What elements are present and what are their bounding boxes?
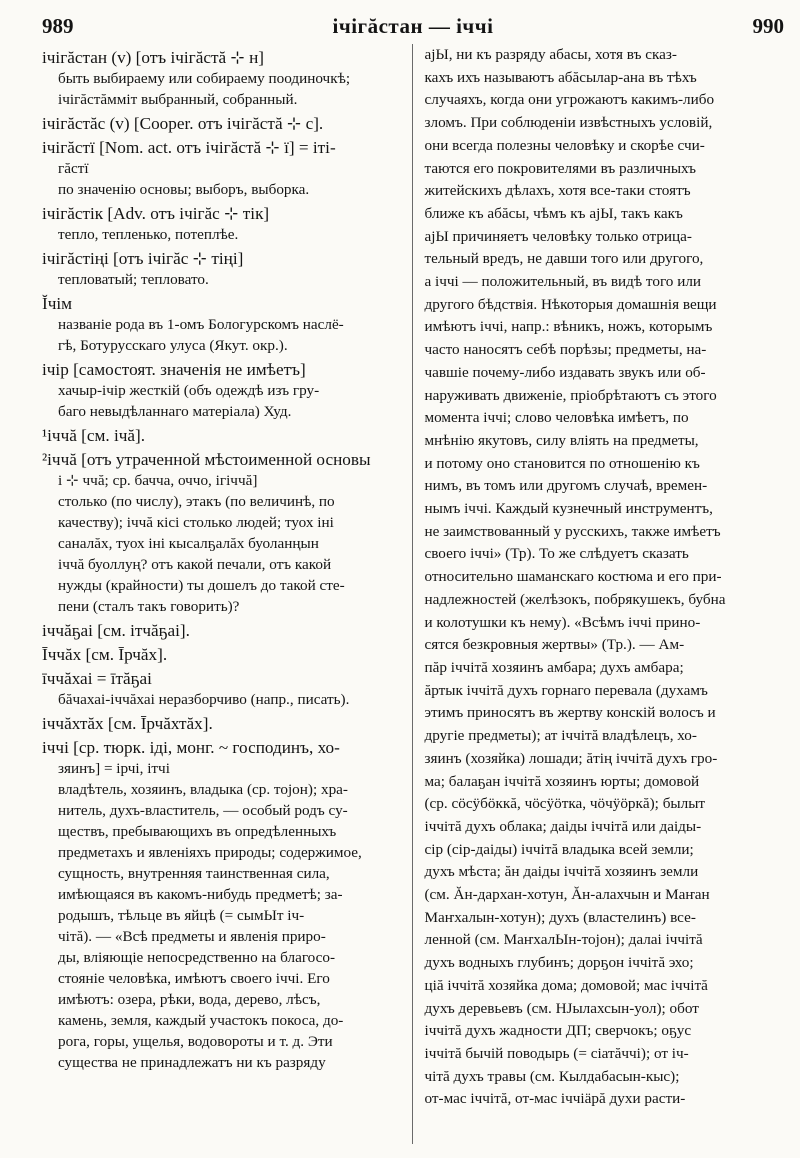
definition-line: имѣютъ: озера, рѣки, вода, дерево, лѣсъ, <box>58 991 321 1008</box>
definition-line: нитель, духъ-властитель, — особый родъ су- <box>58 802 348 819</box>
headword-line: ічігăстăс (v) [Cooper. отъ ічігăстă ⊹ с]. <box>42 114 324 133</box>
definition-line: ществъ, пребывающихъ въ опредѣленныхъ <box>58 823 337 840</box>
text-line: іччітă духъ облака; даіды іччітă или даіды- <box>424 817 702 835</box>
dictionary-entry <box>42 203 402 245</box>
definition-line: камень, земля, каждый участокъ покоса, до- <box>58 1012 344 1029</box>
definition-line: имѣющаяся въ какомъ-нибудь предметѣ; за- <box>58 886 343 903</box>
text-line: от-мас іччітă, от-мас іччіӓрă духи расти- <box>424 1090 686 1108</box>
definition-line: существа не принадлежатъ ни къ разряду <box>58 1054 326 1071</box>
headword-line: іччăхтăх [см. Īрчăхтăх]. <box>42 714 213 733</box>
headword-line: іччі [ср. тюрк. іді, монг. ~ господинъ, хо- <box>42 738 340 757</box>
headword-line: Ĭчім <box>42 294 73 313</box>
dictionary-entry <box>42 737 402 1073</box>
definition-line: чітă). — «Всѣ предметы и явленія приро- <box>58 928 326 945</box>
headword-line: ²іччă [отъ утраченной мѣстоименной основы <box>42 450 371 469</box>
definition-line: тепло, тепленько, потеплѣе. <box>58 226 239 243</box>
two-column-body <box>42 44 784 1144</box>
text-line: ăртык іччітă духъ горнаго перевала (духамъ <box>424 681 708 699</box>
text-line: ма; балаҕан іччітă хозяинъ юрты; домовой <box>424 772 700 790</box>
text-line: случаяхъ, когда они угрожаютъ какимъ-либо <box>424 91 715 109</box>
definition-line: ічігăстăммiт выбранный, собранный. <box>58 91 298 108</box>
definition-line: і ⊹ ччă; ср. бачча, оччо, ігіччă] <box>58 472 258 489</box>
text-line: іччітă бычій поводырь (= сіатăччі); от іч- <box>424 1044 689 1062</box>
text-line: момента іччі; слово человѣка имѣетъ, по <box>424 409 689 427</box>
text-line: ајЫ, ни къ разряду абасы, хотя въ сказ- <box>424 46 677 63</box>
text-line: (см. Ăн-дархан-хотун, Ăн-алахчын и Маҥан <box>424 886 710 904</box>
headword-line: ¹іччă [см. ічă]. <box>42 426 146 445</box>
headword-line: ічігăстан (v) [отъ ічігăстă ⊹ н] <box>42 48 265 67</box>
dictionary-entry <box>42 359 402 422</box>
definition-line: качеству); іччă кісі столько людей; туох іні <box>58 514 334 531</box>
definition-line: зяинъ] = ірчі, ітчі <box>58 760 170 777</box>
definition-line: столько (по числу), этакъ (по величинѣ, по <box>58 493 335 510</box>
text-line: другого бѣдствія. Нѣкоторыя домашнія вещи <box>424 295 717 313</box>
definition-line: родышъ, тѣльце въ яйцѣ (= сымЫт іч- <box>58 907 305 924</box>
text-line: и колотушки къ нему). «Всѣмъ іччі прино- <box>424 613 701 631</box>
definition-line: нужды (крайности) ты дошелъ до такой сте- <box>58 577 345 594</box>
definition-line: стояніе человѣка, имѣютъ своего іччі. Его <box>58 970 330 987</box>
text-line: зломъ. При соблюденіи извѣстныхъ условій, <box>424 114 713 132</box>
text-line: они всегда полезны человѣку и скорѣе счи- <box>424 136 705 154</box>
dictionary-entry <box>42 644 402 665</box>
text-line: нымъ іччі. Каждый кузнечный инструментъ, <box>424 500 713 518</box>
headword-line: ічір [самостоят. значенія не имѣетъ] <box>42 360 306 379</box>
text-line: духъ мѣста; ăн даіды іччітă хозяинъ земли <box>424 863 699 881</box>
text-line: Маҥхалын-хотун); духъ (властелинъ) все- <box>424 908 696 926</box>
text-line: чітă духъ травы (см. Кылдабасын-кыс); <box>424 1067 680 1085</box>
definition-line: рога, горы, ущелья, водовороты и т. д. Эти <box>58 1033 333 1050</box>
dictionary-entry <box>42 137 402 200</box>
text-line: нимъ, въ томъ или другомъ случаѣ, времен- <box>424 477 708 495</box>
dictionary-entry <box>42 425 402 446</box>
running-header <box>42 10 784 44</box>
text-line: относительно шаманскаго костюма и его при- <box>424 568 722 586</box>
headword-line: Īччăх [см. Īрчăх]. <box>42 645 168 664</box>
text-line: тельный вредъ, не давши того или другого, <box>424 250 704 268</box>
definition-line: гѣ, Ботурусскаго улуса (Якут. окр.). <box>58 337 288 354</box>
headword-line: īччăхаі = īтăҕаі <box>42 669 152 688</box>
text-line: чавшіе почему-либо издавать звукъ или об- <box>424 363 706 381</box>
text-line: часто наносятъ себѣ порѣзы; предметы, на- <box>424 341 707 359</box>
text-line: духъ водныхъ глубинъ; дорҕон іччітă эхо; <box>424 954 694 972</box>
dictionary-entry <box>42 47 402 110</box>
definition-line: предметахъ и явленіяхъ природы; содержимое, <box>58 844 362 861</box>
text-line: житейскихъ дѣлахъ, хотя все-таки стоятъ <box>424 182 691 200</box>
definition-line: ды, вліяющіе непосредственно на благосо- <box>58 949 336 966</box>
definition-line: быть выбираему или собираему поодиночкѣ; <box>58 70 351 87</box>
left-page-number: 989 <box>42 14 74 38</box>
text-line: а іччі — положительный, въ видѣ того или <box>424 273 702 291</box>
text-line: зяинъ (хозяйка) лошади; ăтің іччітă духъ гро- <box>424 749 718 767</box>
dictionary-entry <box>42 713 402 734</box>
text-line: наруживать движеніе, пріобрѣтаютъ съ этого <box>424 386 717 404</box>
text-line: мнѣнію якутовъ, силу вліять на предметы, <box>424 431 699 449</box>
text-line: надлежностей (желѣзокъ, побрякушекъ, бубна <box>424 590 726 608</box>
text-line: іччітă духъ жадности ДП; сверчокъ; оҕус <box>424 1022 692 1040</box>
headword-line: іччăҕаі [см. ітчăҕаі]. <box>42 621 190 640</box>
definition-line: сущность, внутренняя таинственная сила, <box>58 865 330 882</box>
text-line: духъ деревьевъ (см. НЈылахсын-уол); обот <box>424 999 699 1017</box>
text-line: сятся безкровныя жертвы» (Тр.). — Ам- <box>424 636 685 654</box>
definition-line: баго невыдѣланнаго матеріала) Худ. <box>58 403 292 420</box>
definition-line: іччă буоллуң? отъ какой печали, отъ какой <box>58 556 332 573</box>
text-line: ближе къ абăсы, чѣмъ къ ајЫ, такъ какъ <box>424 204 683 222</box>
headword-line: ічігăстік [Adv. отъ ічігăс ⊹ тік] <box>42 204 270 223</box>
text-line: (ср. сöсÿбӧккă, чӧсÿӧтка, чӧчÿӧркă); былыт <box>424 795 706 813</box>
definition-line: тепловатый; тепловато. <box>58 271 209 288</box>
dictionary-entry <box>42 668 402 710</box>
right-page-number: 990 <box>752 14 784 38</box>
definition-line: владѣтель, хозяинъ, владыка (ср. тојон); хра- <box>58 781 348 798</box>
definition-line: саналăх, туох іні кысалҕалăх буоланңын <box>58 535 319 552</box>
text-line: ајЫ причиняетъ человѣку только отрица- <box>424 227 692 245</box>
definition-line: гăстї <box>58 160 89 177</box>
definition-line: бăчахаі-іччăхаі неразборчиво (напр., писать). <box>58 691 350 708</box>
headword-line: ічігăстіңі [отъ ічігăс ⊹ тіңі] <box>42 249 244 268</box>
text-line: ленной (см. МаҥхалЫн-тојон); далаі іччітă <box>424 931 703 949</box>
right-column <box>413 44 785 1144</box>
text-line: этимъ приносятъ въ жертву конскій волосъ и <box>424 704 716 722</box>
dictionary-entry <box>42 449 402 617</box>
text-line: не заимствованный у русскихъ, также имѣетъ <box>424 522 721 540</box>
dictionary-entry <box>42 293 402 356</box>
text-line: другіе предметы); ат іччітă владѣлецъ, хо- <box>424 727 697 745</box>
dictionary-entry <box>42 248 402 290</box>
text-line: своего іччі» (Тр). То же слѣдуетъ сказать <box>424 545 689 563</box>
definition-line: по значенію основы; выборъ, выборка. <box>58 181 310 198</box>
text-line: имѣютъ іччі, напр.: вѣникъ, ножъ, которымъ <box>424 318 713 336</box>
text-line: пăр іччітă хозяинъ амбара; духъ амбара; <box>424 658 684 676</box>
definition-line: названіе рода въ 1-омъ Бологурскомъ наслё- <box>58 316 344 333</box>
text-line: кахъ ихъ называютъ абăсылар-ана въ тѣхъ <box>424 68 697 86</box>
text-line: таются его покровителями въ различныхъ <box>424 159 696 177</box>
left-column <box>42 44 412 1144</box>
dictionary-entry <box>42 113 402 134</box>
text-line: и потому оно становится по отношенію къ <box>424 454 700 472</box>
definition-line: хачыр-ічір жесткій (объ одеждѣ изъ гру- <box>58 382 320 399</box>
definition-line: пени (сталъ такъ говорить)? <box>58 598 240 615</box>
text-line: ціă іччітă хозяйка дома; домовой; мас іччітă <box>424 976 708 994</box>
headword-line: ічігăстї [Nom. act. отъ ічігăстă ⊹ ї] = іті- <box>42 138 336 157</box>
dictionary-entry <box>42 620 402 641</box>
text-line: сір (сір-даіды) іччітă владыка всей земли; <box>424 840 694 858</box>
running-title: ічігăстан — іччі <box>332 14 494 38</box>
